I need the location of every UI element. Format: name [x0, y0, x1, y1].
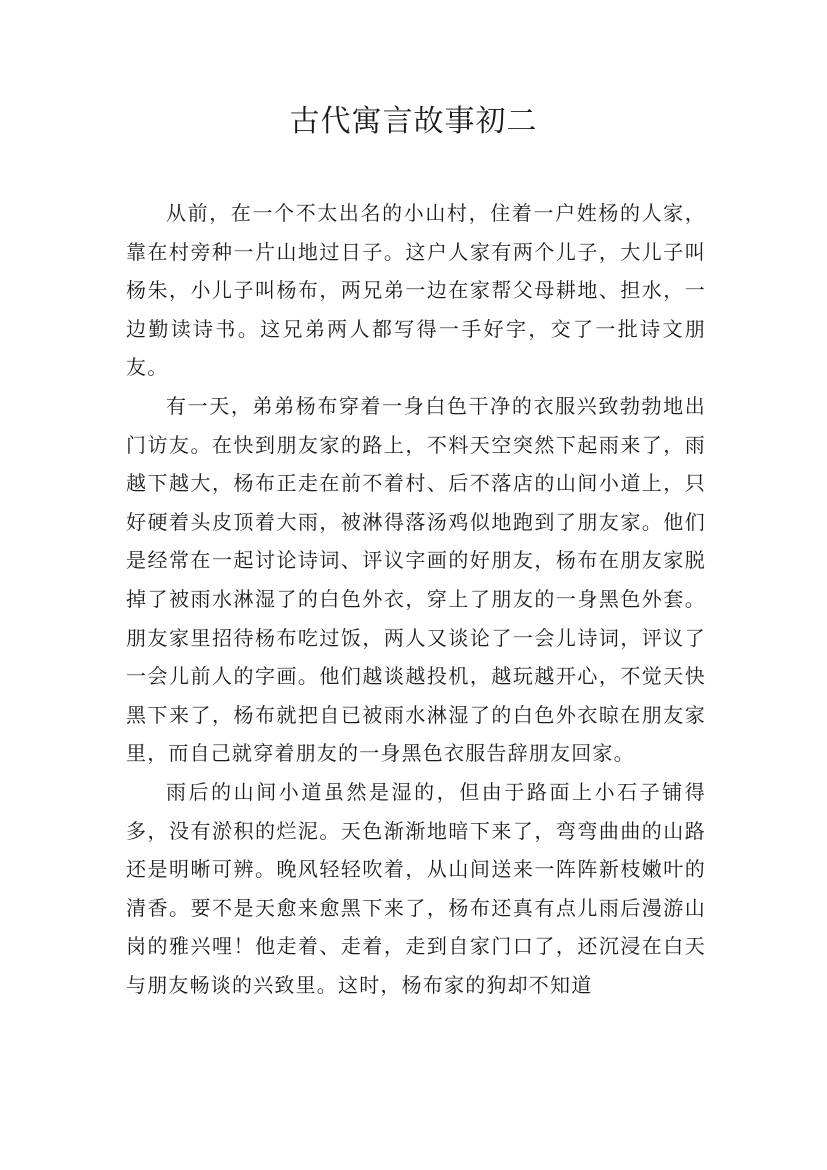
- paragraph-2: 有一天，弟弟杨布穿着一身白色干净的衣服兴致勃勃地出门访友。在快到朋友家的路上，不料天空突然下起雨来了，雨越下越大，杨布正走在前不着村、后不落店的山间小道上，只好硬着头皮顶着大雨，被淋得落汤鸡似地跑到了朋友家。他们是经常在一起讨论诗词、评议字画的好朋友，杨布在朋友家脱掉了被雨水淋湿了的白色外衣，穿上了朋友的一身黑色外套。朋友家里招待杨布吃过饭，两人又谈论了一会儿诗词，评议了一会儿前人的字画。他们越谈越投机，越玩越开心，不觉天快黑下来了，杨布就把自已被雨水淋湿了的白色外衣晾在朋友家里，而自己就穿着朋友的一身黑色衣服告辞朋友回家。: [126, 393, 706, 766]
- paragraph-1: 从前，在一个不太出名的小山村，住着一户姓杨的人家，靠在村旁种一片山地过日子。这户人家有两个儿子，大儿子叫杨朱，小儿子叫杨布，两兄弟一边在家帮父母耕地、担水，一边勤读诗书。这兄弟两人都写得一手好字，交了一批诗文朋友。: [126, 201, 706, 380]
- paragraph-3: 雨后的山间小道虽然是湿的，但由于路面上小石子铺得多，没有淤积的烂泥。天色渐渐地暗下来了，弯弯曲曲的山路还是明晰可辨。晚风轻轻吹着，从山间送来一阵阵新枝嫩叶的清香。要不是天愈来愈黑下来了，杨布还真有点儿雨后漫游山岗的雅兴哩！他走着、走着，走到自家门口了，还沉浸在白天与朋友畅谈的兴致里。这时，杨布家的狗却不知道: [126, 779, 706, 997]
- document-title: 古代寓言故事初二: [289, 104, 538, 139]
- document-body: [126, 194, 706, 1004]
